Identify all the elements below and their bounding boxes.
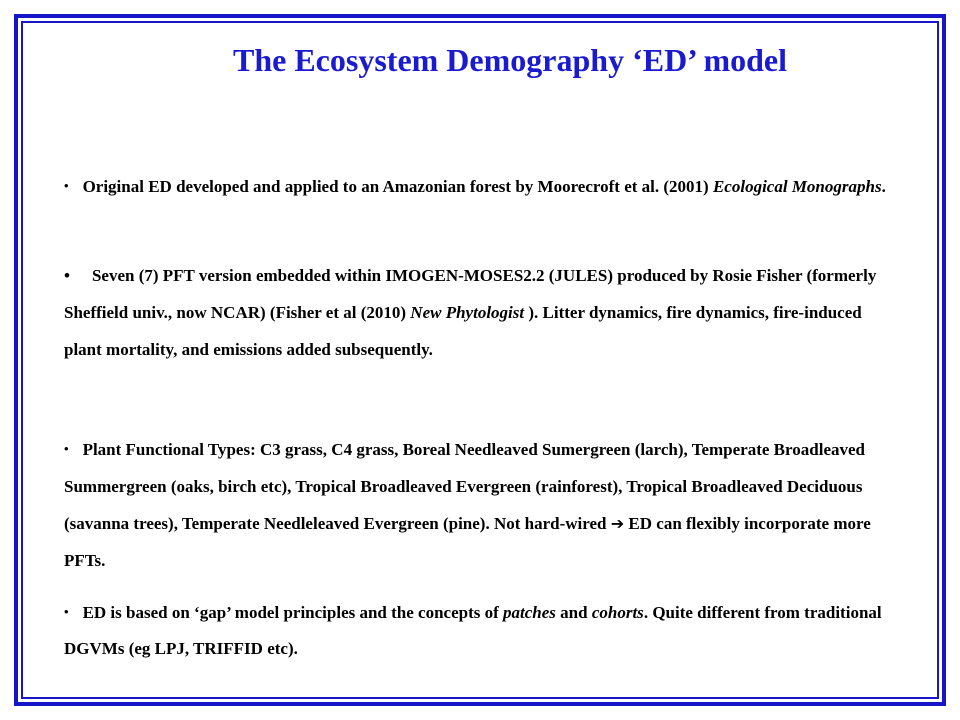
original-ed-text: Original ED developed and applied to an Amazonian forest by Moorecroft et al. (2001) <box>82 177 709 196</box>
seven-pft-text-end: ). Litter dynamics, fire dynamics, fire-induced plant mortality, and emissions added subsequently. <box>64 303 862 359</box>
pft-list-text: Plant Functional Types: C3 grass, C4 grass, Boreal Needleaved Sumergreen (larch), Temperate Broadleaved Summergreen (oaks, birch etc), Tropical Broadleaved Evergreen (rainforest), Tropical Broadleaved Deciduous (savanna trees), Temperate Needleleaved Evergreen (pine). Not hard-wired <box>64 440 865 533</box>
journal-ecological-monographs: Ecological Monographs <box>712 177 882 196</box>
term-patches: patches <box>503 603 556 622</box>
journal-new-phytologist: New Phytologist <box>410 303 525 322</box>
bullet-icon: • <box>64 266 70 285</box>
and-word: and <box>560 603 588 622</box>
slide-title: The Ecosystem Demography ‘ED’ model <box>232 42 787 78</box>
pft-flexible-text: ED can flexibly incorporate more PFTs. <box>64 514 871 570</box>
bullet-gap-model <box>64 594 894 667</box>
bullet-plant-functional-types <box>64 430 894 579</box>
gap-model-text: ED is based on ‘gap’ model principles and the concepts of <box>82 603 499 622</box>
bullet-original-ed <box>64 168 894 205</box>
seven-pft-text: Seven (7) PFT version embedded within IMOGEN-MOSES2.2 (JULES) produced by Rosie Fisher (formerly Sheffield univ., now NCAR) (Fisher et al (2010) <box>64 266 877 322</box>
gap-model-text-end: . Quite different from traditional DGVMs (eg LPJ, TRIFFID etc). <box>64 603 882 658</box>
bullet-seven-pft-version <box>64 257 894 368</box>
right-arrow-icon: ➔ <box>610 514 625 533</box>
term-cohorts: cohorts <box>591 603 644 622</box>
bullet-icon: • <box>64 604 69 619</box>
bullet-icon: • <box>64 441 69 456</box>
period: . <box>881 177 886 196</box>
bullet-icon: • <box>64 178 69 193</box>
